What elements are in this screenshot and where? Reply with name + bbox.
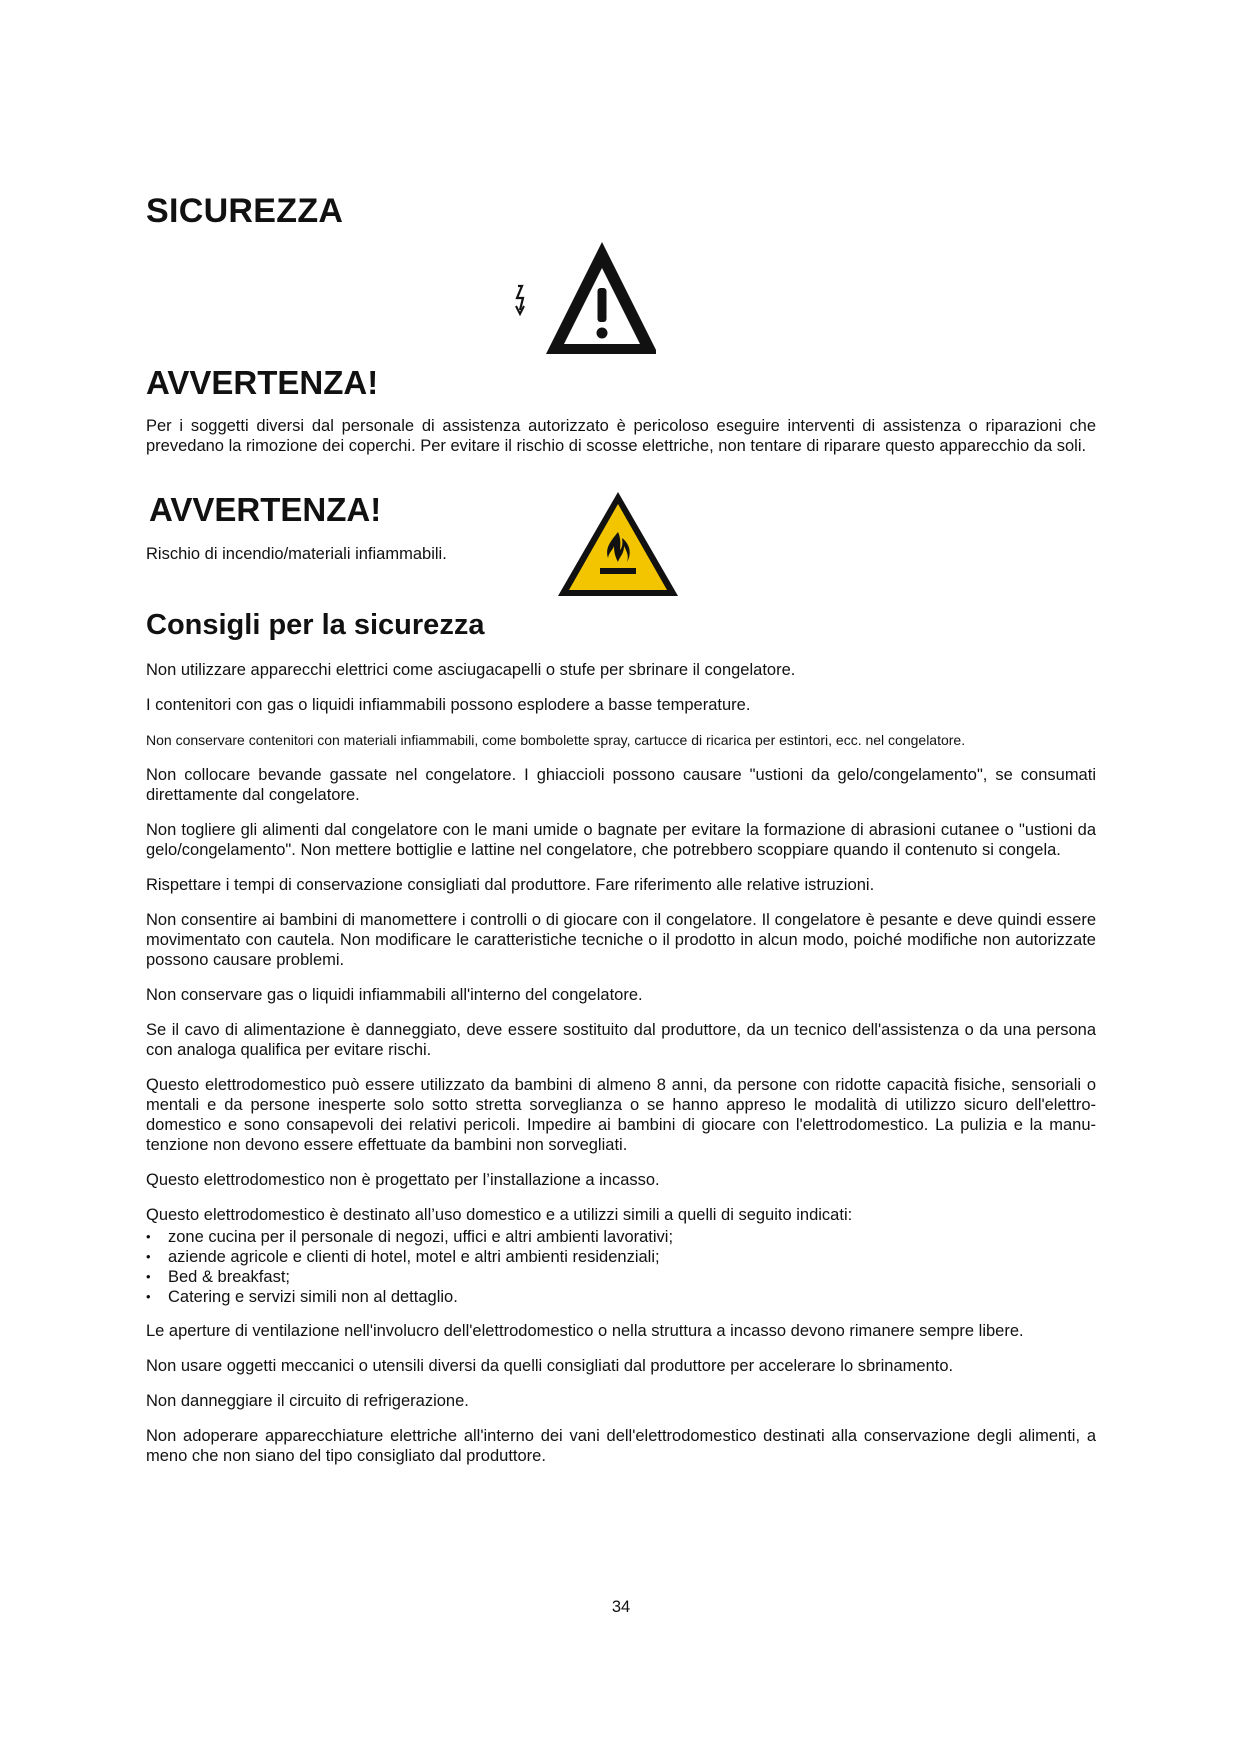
page-number: 34 [611,1598,631,1616]
advice-item: Non adoperare apparecchiature elettriche all'interno dei vani dell'elettrodomestico destinati alla conservazione degli alimenti, a meno che non siano del tipo consigliato dal produttore. [146,1427,1096,1465]
electric-warning-graphic [506,236,656,360]
usage-bullet-list [146,1227,1096,1307]
advice-item: Non conservare contenitori con materiali infiammabili, come bombolette spray, cartucce di ricarica per estintori, ecc. nel congelatore. [146,732,966,748]
warning-text-2: Rischio di incendio/materiali infiammabili. [146,545,447,563]
advice-item: Rispettare i tempi di conservazione consigliati dal produttore. Fare riferimento alle relative istruzioni. [146,876,875,894]
advice-item: Questo elettrodomestico è destinato all’uso domestico e a utilizzi simili a quelli di seguito indicati: [146,1206,853,1224]
electric-shock-icon [516,286,524,314]
warning-text-1: Per i soggetti diversi dal personale di assistenza autorizzato è pericoloso eseguire interventi di assistenza o riparazioni che prevedano la rimozione dei coperchi. Per evitare il rischio di scosse elettriche, non tentare di riparare questo apparecchio da soli. [146,417,1096,455]
page-title: SICUREZZA [146,192,344,230]
advice-item: I contenitori con gas o liquidi infiammabili possono esplodere a basse temperature. [146,696,751,714]
flammable-warning-icon [556,490,680,598]
advice-item: Non consentire ai bambini di manomettere i controlli o di giocare con il congelatore. Il congelatore è pesante e deve quindi essere movimentato con cautela. Non modificare le caratteristiche tecniche o il prodotto in alcun modo, poiché modifiche non autorizzate possono causare problemi. [146,911,1096,969]
advice-item: Non usare oggetti meccanici o utensili diversi da quelli consigliati dal produttore per accelerare lo sbrinamento. [146,1357,954,1375]
list-item: • aziende agricole e clienti di hotel, motel e altri ambienti residenziali; [146,1247,1096,1267]
advice-item: Non utilizzare apparecchi elettrici come asciugacapelli o stufe per sbrinare il congelatore. [146,661,796,679]
advice-item: Non conservare gas o liquidi infiammabili all'interno del congelatore. [146,986,643,1004]
advice-heading: Consigli per la sicurezza [146,609,485,641]
advice-item: Non collocare bevande gassate nel congelatore. I ghiaccioli possono causare "ustioni da gelo/congelamento", se consumati direttamente dal congelatore. [146,766,1096,804]
advice-item: Questo elettrodomestico può essere utilizzato da bambini di almeno 8 anni, da persone con ridotte capacità fisiche, sensoriali o mentali e da persone inesperte solo sotto stretta sorveglianza o se hanno appreso le modalità di utilizzo sicuro dell'elettro-domestico e sono consapevoli dei relativi pericoli. Impedire ai bambini di giocare con l'elettrodomestico. La pulizia e la manu-tenzione non devono essere effettuate da bambini non sorvegliati. [146,1076,1096,1154]
advice-item: Questo elettrodomestico non è progettato per l’installazione a incasso. [146,1171,660,1189]
advice-item: Le aperture di ventilazione nell'involucro dell'elettrodomestico o nella struttura a incasso devono rimanere sempre libere. [146,1322,1024,1340]
advice-list [146,660,1096,1481]
advice-item: Se il cavo di alimentazione è danneggiato, deve essere sostituito dal produttore, da un tecnico dell'assistenza o da una persona con analoga qualifica per evitare rischi. [146,1021,1096,1059]
list-item: • Catering e servizi simili non al dettaglio. [146,1287,1096,1307]
advice-item: Non danneggiare il circuito di refrigerazione. [146,1392,469,1410]
list-item: • Bed & breakfast; [146,1267,1096,1287]
warning-triangle-icon [546,242,656,354]
list-item: • zone cucina per il personale di negozi, uffici e altri ambienti lavorativi; [146,1227,1096,1247]
advice-item: Non togliere gli alimenti dal congelatore con le mani umide o bagnate per evitare la formazione di abrasioni cutanee o "ustioni da gelo/congelamento". Non mettere bottiglie e lattine nel congelatore, che potrebbero scoppiare quando il contenuto si congela. [146,821,1096,859]
warning-heading-2: AVVERTENZA! [149,491,382,528]
warning-heading-1: AVVERTENZA! [146,364,379,401]
